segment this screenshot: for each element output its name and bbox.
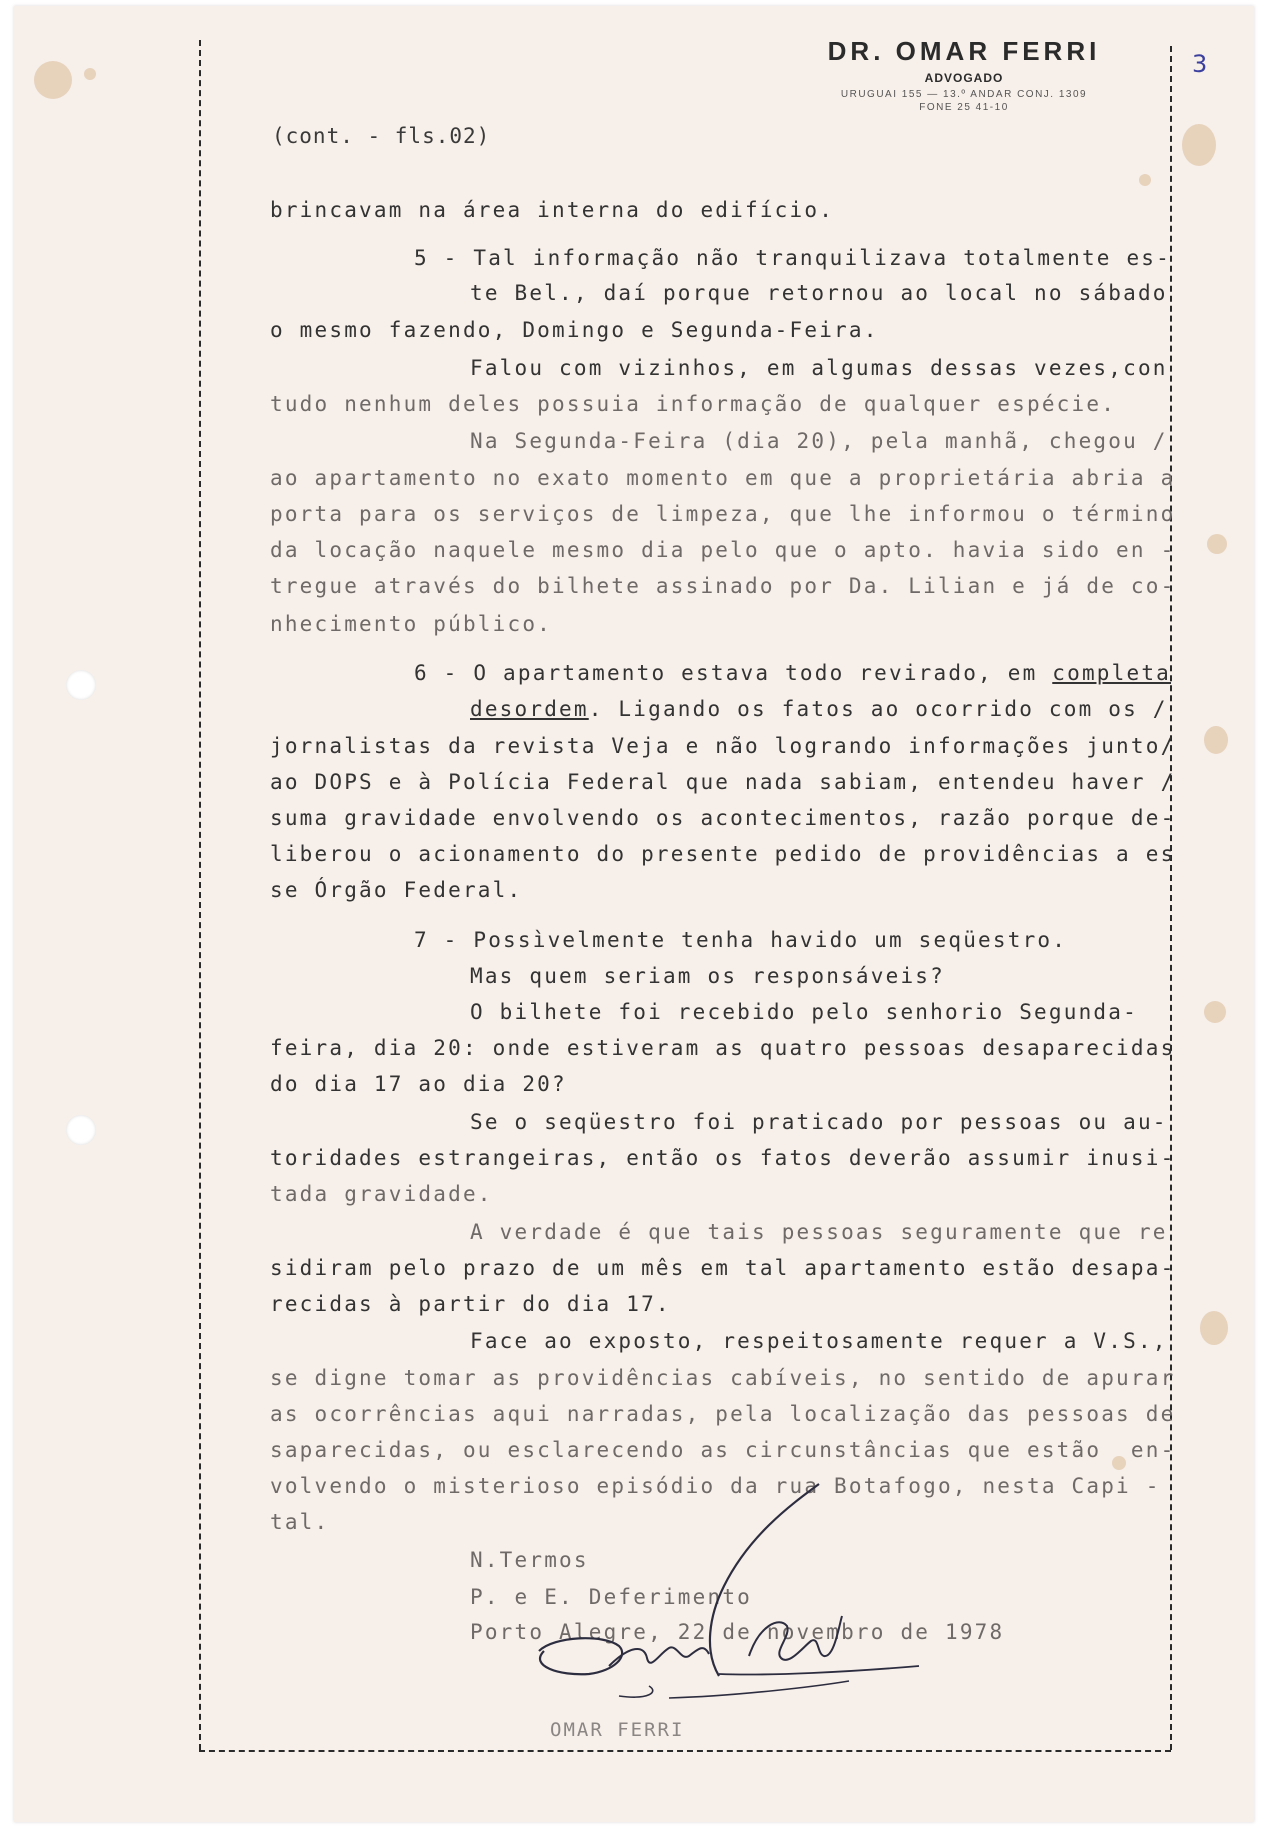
letterhead-address: URUGUAI 155 — 13.º ANDAR CONJ. 1309 <box>840 89 1088 100</box>
body-line: Na Segunda-Feira (dia 20), pela manhã, chegou / <box>470 429 1168 453</box>
closing-place-date: Porto Alegre, 22 de novembro de 1978 <box>470 1620 1005 1644</box>
stain-mark <box>1207 534 1227 554</box>
stain-mark <box>1204 1001 1226 1023</box>
body-line: recidas à partir do dia 17. <box>270 1292 671 1316</box>
body-line: feira, dia 20: onde estiveram as quatro pessoas desaparecidas <box>270 1036 1176 1060</box>
document-page <box>14 6 1254 1822</box>
stain-mark <box>1200 1311 1228 1345</box>
handwritten-signature <box>519 1476 1019 1736</box>
body-line: suma gravidade envolvendo os acontecimentos, razão porque de- <box>270 806 1176 830</box>
body-line: tregue através do bilhete assinado por Da. Lilian e já de co- <box>270 574 1176 598</box>
continuation-header: (cont. - fls.02) <box>272 124 491 148</box>
body-line: tada gravidade. <box>270 1182 493 1206</box>
punch-hole-bottom <box>66 1115 96 1145</box>
body-line: do dia 17 ao dia 20? <box>270 1072 567 1096</box>
stain-mark <box>1139 174 1151 186</box>
body-line <box>414 661 1171 685</box>
body-line: tal. <box>270 1510 330 1534</box>
body-line: tudo nenhum deles possuia informação de qualquer espécie. <box>270 392 1117 416</box>
body-line: volvendo o misterioso episódio da rua Botafogo, nesta Capi - <box>270 1474 1161 1498</box>
letterhead-phone: FONE 25 41-10 <box>919 102 1009 113</box>
letterhead-name: DR. OMAR FERRI <box>827 36 1101 66</box>
body-line: jornalistas da revista Veja e não logrando informações junto/ <box>270 734 1176 758</box>
page-border-left <box>199 40 201 1750</box>
handwritten-page-number: 3 <box>1192 50 1208 78</box>
body-line: 5 - Tal informação não tranquilizava totalmente es- <box>414 246 1171 270</box>
letterhead <box>774 36 1154 113</box>
body-line: ao apartamento no exato momento em que a proprietária abria a <box>270 466 1176 490</box>
body-line: te Bel., daí porque retornou ao local no sábado <box>470 281 1168 305</box>
closing-termos: N.Termos <box>470 1548 589 1572</box>
body-line: porta para os serviços de limpeza, que lhe informou o término <box>270 502 1176 526</box>
body-line: brincavam na área interna do edifício. <box>270 198 835 222</box>
body-line: se Órgão Federal. <box>270 878 523 902</box>
body-line <box>470 697 1168 721</box>
stain-mark <box>84 68 96 80</box>
body-line: toridades estrangeiras, então os fatos deverão assumir inusi- <box>270 1146 1176 1170</box>
body-line: o mesmo fazendo, Domingo e Segunda-Feira. <box>270 318 879 342</box>
body-text-segment: . Ligando os fatos ao ocorrido com os / <box>588 697 1168 721</box>
letterhead-title: ADVOGADO <box>924 71 1004 85</box>
closing-deferimento: P. e E. Deferimento <box>470 1585 753 1609</box>
body-line: Falou com vizinhos, em algumas dessas vezes,con <box>470 356 1168 380</box>
stain-mark <box>1204 726 1228 754</box>
body-line: A verdade é que tais pessoas seguramente que re <box>470 1220 1168 1244</box>
page-border-bottom <box>199 1750 1171 1752</box>
body-line: Se o seqüestro foi praticado por pessoas ou au- <box>470 1110 1168 1134</box>
body-text-segment: 6 - O apartamento estava todo revirado, em <box>414 661 1053 685</box>
stain-mark <box>1182 124 1216 166</box>
underlined-text: desordem <box>470 697 589 721</box>
body-line: as ocorrências aqui narradas, pela localização das pessoas de <box>270 1402 1176 1426</box>
body-line: se digne tomar as providências cabíveis, no sentido de apurar <box>270 1366 1176 1390</box>
body-line: ao DOPS e à Polícia Federal que nada sabiam, entendeu haver / <box>270 770 1176 794</box>
page-border-right <box>1170 46 1172 1750</box>
body-line: Face ao exposto, respeitosamente requer a V.S., <box>470 1329 1168 1353</box>
underlined-text: completa <box>1052 661 1172 685</box>
body-line: da locação naquele mesmo dia pelo que o apto. havia sido en - <box>270 538 1176 562</box>
body-line: Mas quem seriam os responsáveis? <box>470 964 945 988</box>
body-line: sidiram pelo prazo de um mês em tal apartamento estão desapa- <box>270 1256 1176 1280</box>
stain-mark <box>34 61 72 99</box>
body-line: nhecimento público. <box>270 612 553 636</box>
body-line: 7 - Possìvelmente tenha havido um seqüestro. <box>414 928 1068 952</box>
body-line: O bilhete foi recebido pelo senhorio Segunda- <box>470 1000 1138 1024</box>
body-line: liberou o acionamento do presente pedido de providências a es <box>270 842 1176 866</box>
punch-hole-top <box>66 670 96 700</box>
signer-name: OMAR FERRI <box>550 1719 685 1741</box>
body-line: saparecidas, ou esclarecendo as circunstâncias que estão en- <box>270 1438 1176 1462</box>
